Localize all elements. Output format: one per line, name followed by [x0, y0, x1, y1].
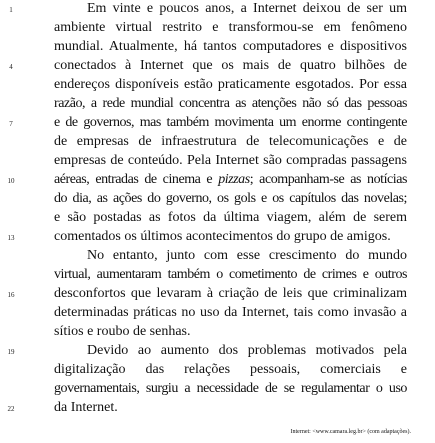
paragraph-text: determinadas práticas no uso da Internet, tais como invasão a: [54, 305, 407, 320]
text-line: [0, 304, 435, 322]
text-line: [0, 19, 435, 37]
paragraph-text: Devido ao aumento dos problemas motivados pela: [87, 343, 407, 358]
paragraph-text: ambiente virtual restrito e transformou-se em fenômeno: [54, 20, 407, 35]
paragraph-text: conectados à Internet que os mais de quatro bilhões de: [54, 58, 407, 73]
text-line: [0, 0, 435, 18]
line-number: 16: [7, 291, 15, 299]
line-number: 7: [9, 120, 13, 128]
text-segment: ; acompanham-se as notícias: [249, 172, 408, 187]
text-line: [0, 76, 435, 94]
text-segment: aéreas, entradas de cinema e: [54, 172, 219, 187]
paragraph-text: desconfortos que levaram à criação de leis que criminalizam: [54, 286, 407, 301]
text-line: [0, 95, 435, 113]
text-line: [0, 228, 435, 246]
paragraph-text: [54, 171, 407, 189]
paragraph-text: Em vinte e poucos anos, a Internet deixou de ser um: [87, 1, 407, 16]
paragraph-text: endereços disponíveis estão praticamente esgotados. Por essa: [54, 77, 407, 92]
paragraph-text: sítios e roubo de senhas.: [54, 324, 191, 339]
paragraph-text: da Internet.: [54, 400, 118, 415]
line-number: 4: [9, 63, 13, 71]
text-line: [0, 247, 435, 265]
line-number: 13: [7, 234, 15, 242]
paragraph-text: e de governos, mas também movimenta um enorme contingente: [54, 115, 407, 130]
text-line: [0, 266, 435, 284]
paragraph-text: e são postadas as fotos da última viagem, além de serem: [54, 210, 407, 225]
paragraph-text: do dia, as ações do governo, os gols e os capítulos das novelas;: [54, 191, 407, 206]
text-line: [0, 114, 435, 132]
text-line: [0, 38, 435, 56]
paragraph-text: de empresas de infraestrutura de telecomunicações e de: [54, 134, 407, 149]
text-line: [0, 323, 435, 341]
text-line: [0, 399, 435, 417]
text-line: [0, 152, 435, 170]
text-line: [0, 285, 435, 303]
line-number: 1: [9, 6, 13, 14]
paragraph-text: comentados os últimos acontecimentos do grupo de amigos.: [54, 229, 391, 244]
paragraph-text: digitalização das relações pessoais, comerciais e: [54, 362, 407, 377]
paragraph-text: governamentais, surgiu a necessidade de se regulamentar o uso: [54, 381, 407, 396]
text-line: [0, 57, 435, 75]
line-number: 10: [7, 177, 15, 185]
source-citation: Internet: <www.camara.leg.br> (com adaptações).: [290, 429, 411, 435]
text-line: [0, 209, 435, 227]
line-number: 19: [7, 348, 15, 356]
paragraph-text: No entanto, junto com esse crescimento do mundo: [87, 248, 407, 263]
paragraph-text: empresas de conteúdo. Pela Internet são compradas passagens: [54, 153, 407, 168]
line-number: 22: [7, 405, 15, 413]
text-line: [0, 190, 435, 208]
italic-word: pizzas: [218, 172, 250, 187]
text-line: [0, 380, 435, 398]
paragraph-text: razão, a rede mundial concentra as atenções não só das pessoas: [54, 96, 407, 111]
text-line: [0, 133, 435, 151]
paragraph-text: mundial. Atualmente, há tantos computadores e dispositivos: [54, 39, 407, 54]
text-line: [0, 342, 435, 360]
text-line: [0, 361, 435, 379]
paragraph-text: virtual, aumentaram também o cometimento de crimes e outros: [54, 267, 407, 282]
text-line: [0, 171, 435, 189]
